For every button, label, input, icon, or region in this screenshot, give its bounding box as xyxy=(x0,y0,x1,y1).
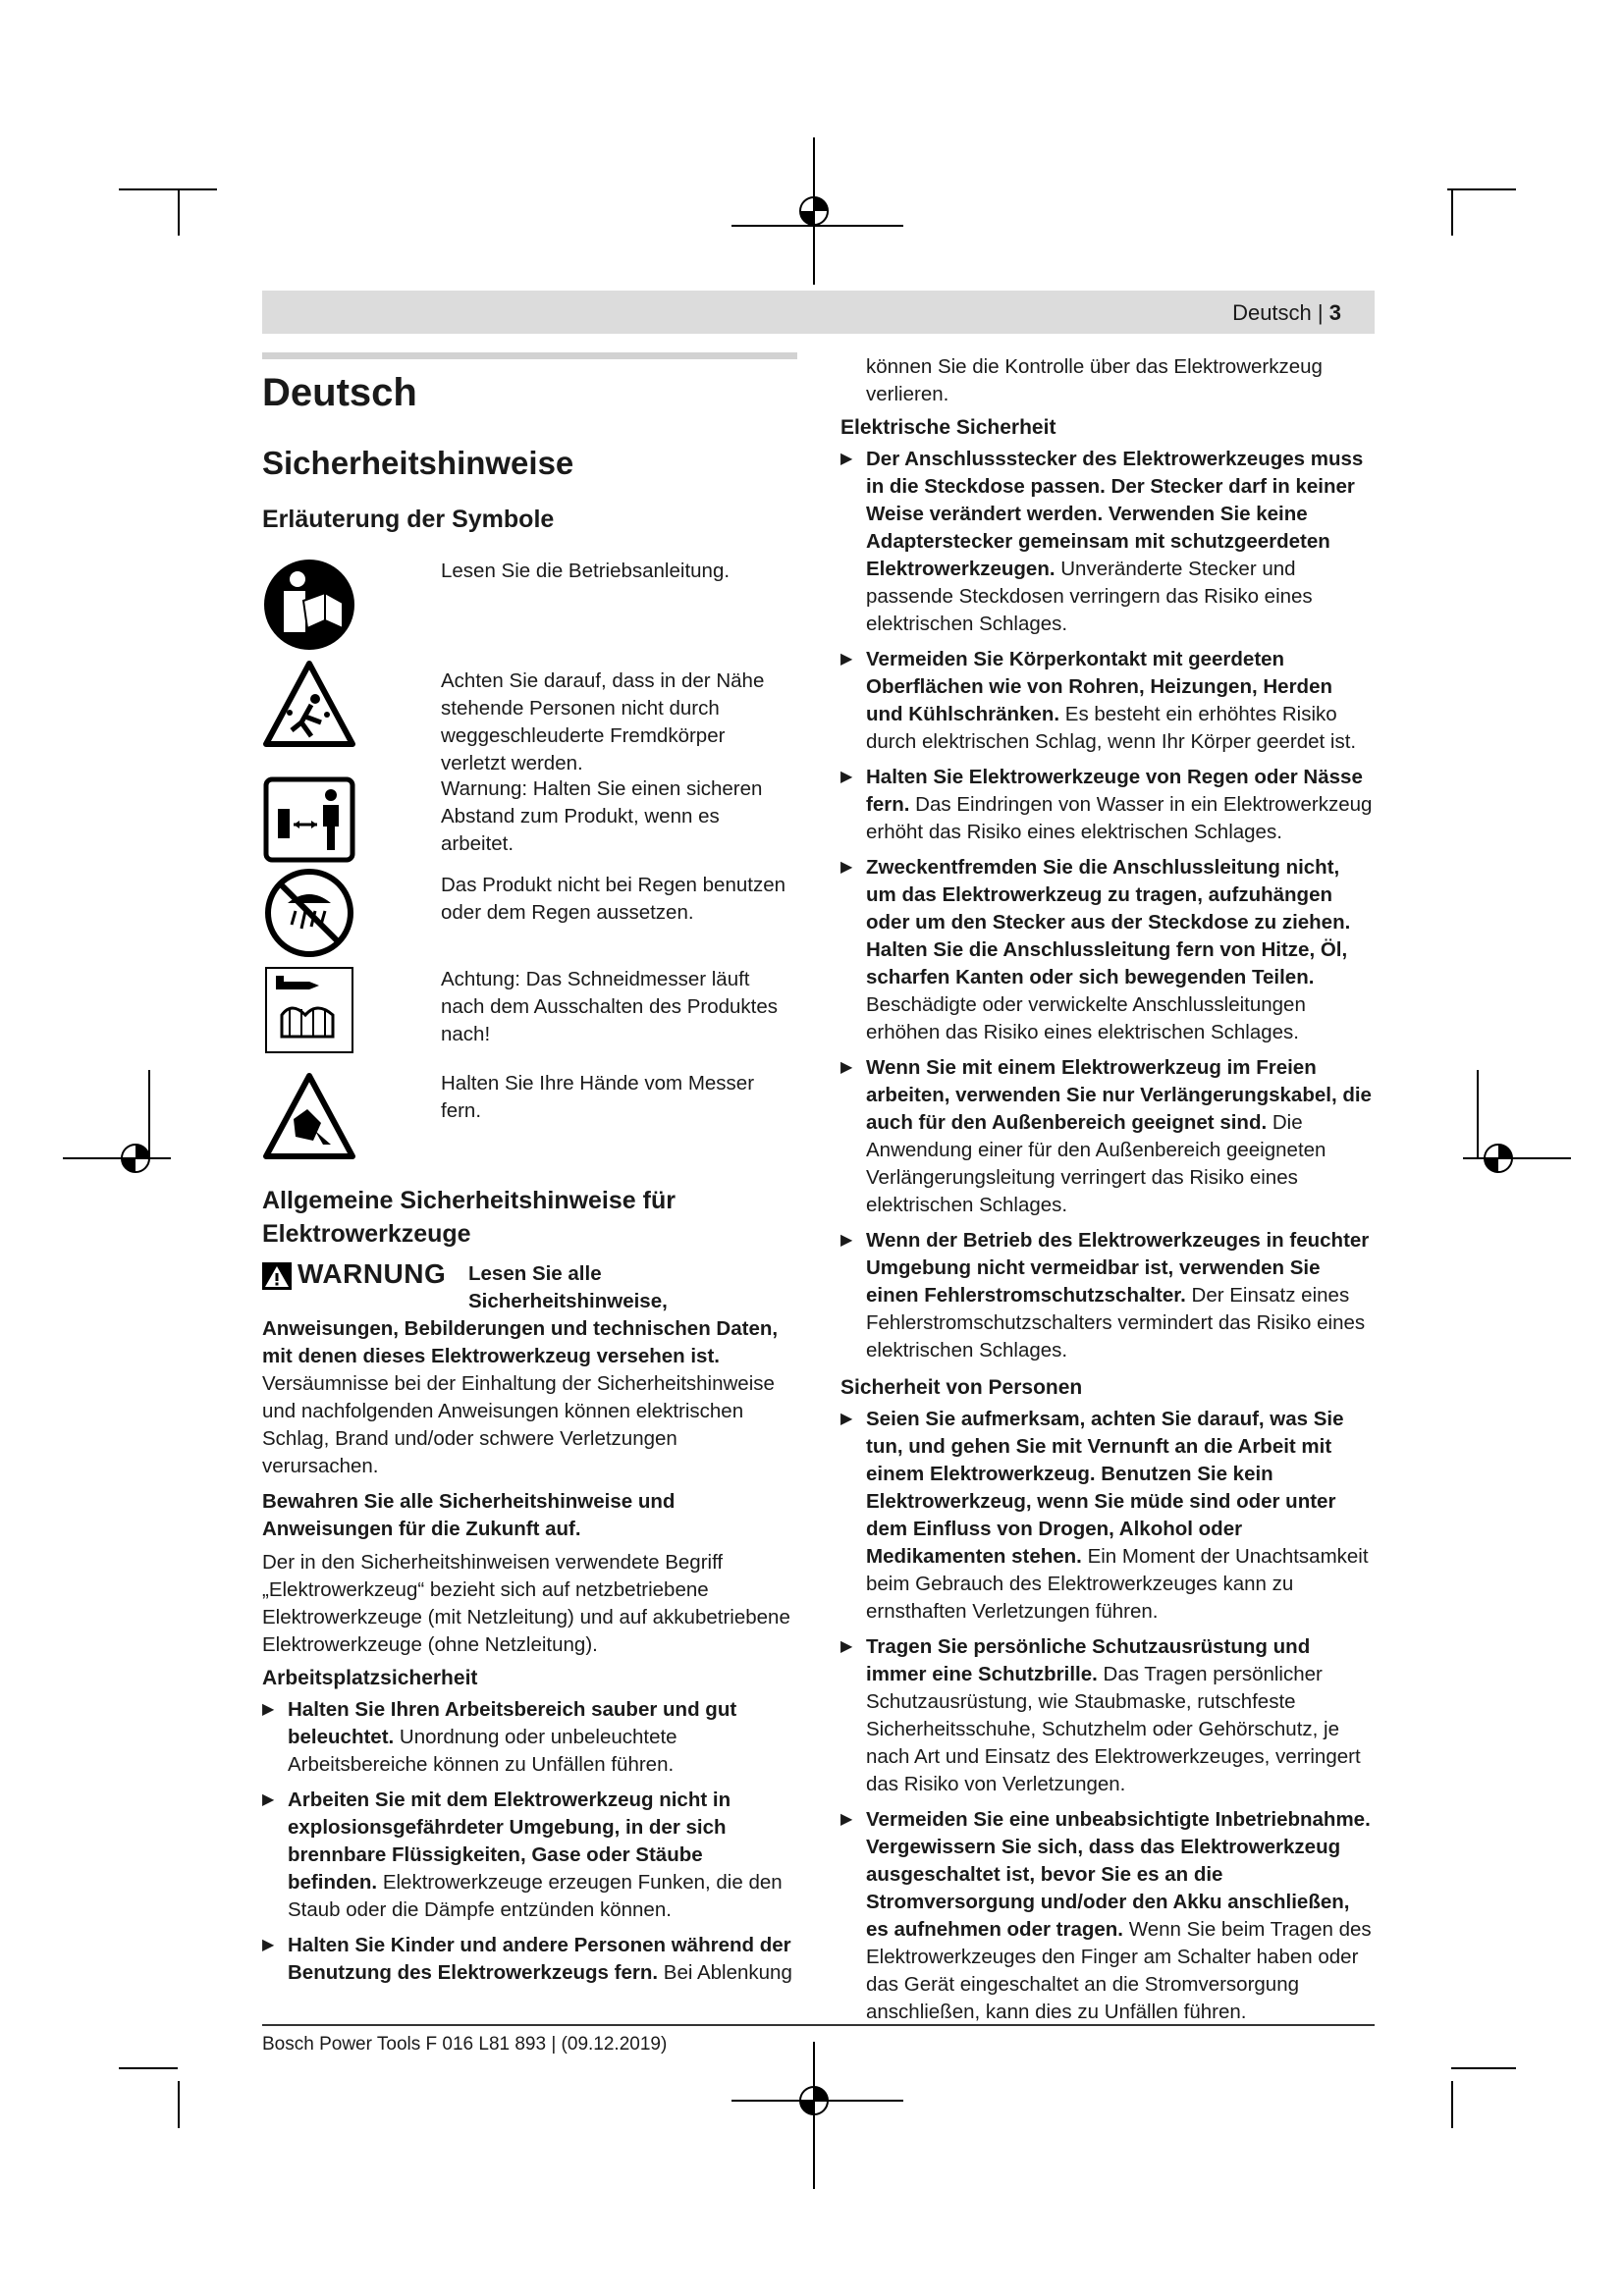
blade-runs-on-icon xyxy=(262,966,356,1056)
header-label: Deutsch | 3 xyxy=(1232,300,1341,325)
page-footer: Bosch Power Tools F 016 L81 893 | (09.12.2019) xyxy=(262,2034,668,2055)
item-text: Bei Ablenkung xyxy=(663,1961,792,1984)
item-text: Es besteht ein erhöhtes Risiko durch elektrischen Schlag, wenn Ihr Körper geerdet ist. xyxy=(866,703,1357,753)
list-item xyxy=(840,764,1375,846)
item-bold: Halten Sie Kinder und andere Personen während der Benutzung des Elektrowerkzeugs fern. xyxy=(288,1934,791,1984)
item-text: Beschädigte oder verwickelte Anschlussleitungen erhöhen das Risiko eines elektrischen Schlages. xyxy=(866,993,1306,1043)
item-text: Unveränderte Stecker und passende Steckdosen verringern das Risiko eines elektrischen Schlages. xyxy=(866,558,1313,635)
section-title: Sicherheitshinweise xyxy=(262,445,574,481)
bullet-arrow-icon: ▶ xyxy=(840,1411,853,1427)
header-section: Deutsch xyxy=(1232,300,1312,325)
symbol-row xyxy=(262,654,797,774)
list-item xyxy=(840,1054,1375,1219)
list-item xyxy=(840,646,1375,756)
symbol-description: Halten Sie Ihre Hände vom Messer fern. xyxy=(441,1072,755,1122)
symbol-row xyxy=(262,1070,797,1164)
warning-badge xyxy=(262,1260,468,1315)
item-bold: Wenn der Betrieb des Elektrowerkzeuges in feuchter Umgebung nicht vermeidbar ist, verwenden Sie einen Fehlerstromschutzschalter. xyxy=(866,1229,1370,1307)
warning-label: WARNUNG xyxy=(298,1258,447,1289)
item-bold: Tragen Sie persönliche Schutzausrüstung und immer eine Schutzbrille. xyxy=(866,1635,1311,1685)
footer-rule xyxy=(262,2024,1375,2026)
bullet-arrow-icon: ▶ xyxy=(840,769,853,785)
list-item xyxy=(840,1633,1375,1798)
keep-instructions: Bewahren Sie alle Sicherheitshinweise und Anweisungen für die Zukunft auf. xyxy=(262,1490,676,1540)
personal-heading: Sicherheit von Personen xyxy=(840,1376,1083,1399)
item-bold: Vermeiden Sie Körperkontakt mit geerdeten Oberflächen wie von Rohren, Heizungen, Herden und Kühlschränken. xyxy=(866,648,1332,725)
symbol-row xyxy=(262,866,797,960)
thrown-objects-icon xyxy=(262,658,356,752)
bullet-arrow-icon: ▶ xyxy=(840,651,853,667)
list-item xyxy=(840,854,1375,1046)
item-text: Elektrowerkzeuge erzeugen Funken, die den Staub oder die Dämpfe entzünden können. xyxy=(288,1871,783,1921)
warning-triangle-icon xyxy=(262,1262,292,1290)
hand-blade-icon xyxy=(262,1070,356,1164)
item-text: Wenn Sie beim Tragen des Elektrowerkzeuges den Finger am Schalter haben oder das Gerät eingeschaltet an die Stromversorgung anschließen, kann dies zu Unfällen führen. xyxy=(866,1918,1372,2023)
warning-text: Versäumnisse bei der Einhaltung der Sicherheitshinweise und nachfolgenden Anweisungen können elektrischen Schlag, Brand und/oder schwere Verletzungen verursachen. xyxy=(262,1372,775,1477)
warning-bold-text: Lesen Sie alle Sicherheitshinweise, Anweisungen, Bebilderungen und technischen Daten, mit denen dieses Elektrowerkzeug versehen ist. xyxy=(262,1262,779,1367)
safe-distance-icon xyxy=(262,775,356,864)
workplace-heading: Arbeitsplatzsicherheit xyxy=(262,1667,478,1689)
symbol-row xyxy=(262,775,797,864)
symbol-description: Lesen Sie die Betriebsanleitung. xyxy=(441,560,731,582)
item-bold: Halten Sie Elektrowerkzeuge von Regen oder Nässe fern. xyxy=(866,766,1363,816)
registration-target-icon xyxy=(731,2042,903,2189)
item-text: Das Eindringen von Wasser in ein Elektrowerkzeug erhöht das Risiko eines elektrischen Schlages. xyxy=(866,793,1373,843)
list-item xyxy=(840,1406,1375,1626)
item-text: Der Einsatz eines Fehlerstromschutzschalters vermindert das Risiko eines elektrischen Schlages. xyxy=(866,1284,1366,1362)
list-item xyxy=(262,1787,797,1924)
read-manual-icon xyxy=(262,558,356,652)
symbol-row xyxy=(262,966,797,1060)
bullet-arrow-icon: ▶ xyxy=(262,1701,275,1718)
general-heading: Allgemeine Sicherheitshinweise für Elektrowerkzeuge xyxy=(262,1187,676,1248)
page-number: 3 xyxy=(1328,300,1341,325)
item-bold: Zweckentfremden Sie die Anschlussleitung nicht, um das Elektrowerkzeug zu tragen, aufzuhängen oder um den Stecker aus der Steckdose zu ziehen. Halten Sie die Anschlussleitung fern von Hitze, Öl, scharfen Kanten oder sich bewegenden Teilen. xyxy=(866,856,1351,988)
item-text: Unordnung oder unbeleuchtete Arbeitsbereiche können zu Unfällen führen. xyxy=(288,1726,677,1776)
item-bold: Vermeiden Sie eine unbeabsichtigte Inbetriebnahme. Vergewissern Sie sich, dass das Elektrowerkzeug ausgeschaltet ist, bevor Sie es an die Stromversorgung und/oder den Akku anschließen, es aufnehmen oder tragen. xyxy=(866,1808,1371,1941)
item-bold: Der Anschlussstecker des Elektrowerkzeuges muss in die Steckdose passen. Der Stecker darf in keiner Weise verändert werden. Verwenden Sie keine Adapterstecker gemeinsam mit schutzgeerdeten Elektrowerkzeugen. xyxy=(866,448,1364,580)
page-title: Deutsch xyxy=(262,371,417,414)
symbol-description: Achten Sie darauf, dass in der Nähe stehende Personen nicht durch weggeschleuderte Fremdkörper verletzt werden. xyxy=(441,669,765,774)
bullet-arrow-icon: ▶ xyxy=(262,1791,275,1808)
item-bold: Seien Sie aufmerksam, achten Sie darauf, was Sie tun, und gehen Sie mit Vernunft an die Arbeit mit einem Elektrowerkzeug. Benutzen Sie kein Elektrowerkzeug, wenn Sie müde sind oder unter dem Einfluss von Drogen, Alkohol oder Medikamenten stehen. xyxy=(866,1408,1344,1568)
bullet-arrow-icon: ▶ xyxy=(840,451,853,467)
registration-target-icon xyxy=(63,1080,171,1237)
section-rule xyxy=(262,352,797,359)
registration-target-icon xyxy=(731,137,903,285)
symbol-description: Achtung: Das Schneidmesser läuft nach dem Ausschalten des Produktes nach! xyxy=(441,968,779,1045)
registration-target-icon xyxy=(1463,1080,1571,1237)
no-rain-icon xyxy=(262,866,356,960)
page-header xyxy=(262,291,1375,334)
bullet-arrow-icon: ▶ xyxy=(840,1059,853,1076)
list-item xyxy=(262,1696,797,1779)
item-bold: Wenn Sie mit einem Elektrowerkzeug im Freien arbeiten, verwenden Sie nur Verlängerungskabel, die auch für den Außenbereich geeignet sind. xyxy=(866,1056,1372,1134)
item-bold: Halten Sie Ihren Arbeitsbereich sauber und gut beleuchtet. xyxy=(288,1698,737,1748)
item-text: Die Anwendung einer für den Außenbereich geeigneten Verlängerungsleitung verringert das Risiko eines elektrischen Schlages. xyxy=(866,1111,1326,1216)
bullet-arrow-icon: ▶ xyxy=(262,1937,275,1953)
list-item xyxy=(262,1932,797,1987)
list-item xyxy=(840,1227,1375,1364)
item-text: Das Tragen persönlicher Schutzausrüstung, wie Staubmaske, rutschfeste Sicherheitsschuhe, Schutzhelm oder Gehörschutz, je nach Art und Einsatz des Elektrowerkzeuges, verringert das Risiko von Verletzungen. xyxy=(866,1663,1361,1795)
bullet-arrow-icon: ▶ xyxy=(840,1232,853,1249)
bullet-arrow-icon: ▶ xyxy=(840,859,853,876)
electrical-heading: Elektrische Sicherheit xyxy=(840,416,1056,439)
warning-block xyxy=(262,1260,797,1480)
list-item xyxy=(840,446,1375,638)
bullet-arrow-icon: ▶ xyxy=(840,1638,853,1655)
symbol-row xyxy=(262,558,797,652)
bullet-arrow-icon: ▶ xyxy=(840,1811,853,1828)
item-bold: Arbeiten Sie mit dem Elektrowerkzeug nicht in explosionsgefährdeter Umgebung, in der sich brennbare Flüssigkeiten, Gase oder Stäube befinden. xyxy=(288,1789,731,1894)
symbols-heading: Erläuterung der Symbole xyxy=(262,506,555,533)
symbol-description: Warnung: Halten Sie einen sicheren Abstand zum Produkt, wenn es arbeitet. xyxy=(441,777,763,855)
item-text: Ein Moment der Unachtsamkeit beim Gebrauch des Elektrowerkzeuges kann zu ernsthaften Verletzungen führen. xyxy=(866,1545,1369,1623)
symbol-description: Das Produkt nicht bei Regen benutzen oder dem Regen aussetzen. xyxy=(441,874,786,924)
term-definition: Der in den Sicherheitshinweisen verwendete Begriff „Elektrowerkzeug“ bezieht sich auf netzbetriebene Elektrowerkzeuge (mit Netzleitung) und auf akkubetriebene Elektrowerkzeuge (ohne Netzleitung). xyxy=(262,1551,790,1656)
continuation-text: können Sie die Kontrolle über das Elektrowerkzeug verlieren. xyxy=(866,355,1323,405)
list-item xyxy=(840,1806,1375,2026)
